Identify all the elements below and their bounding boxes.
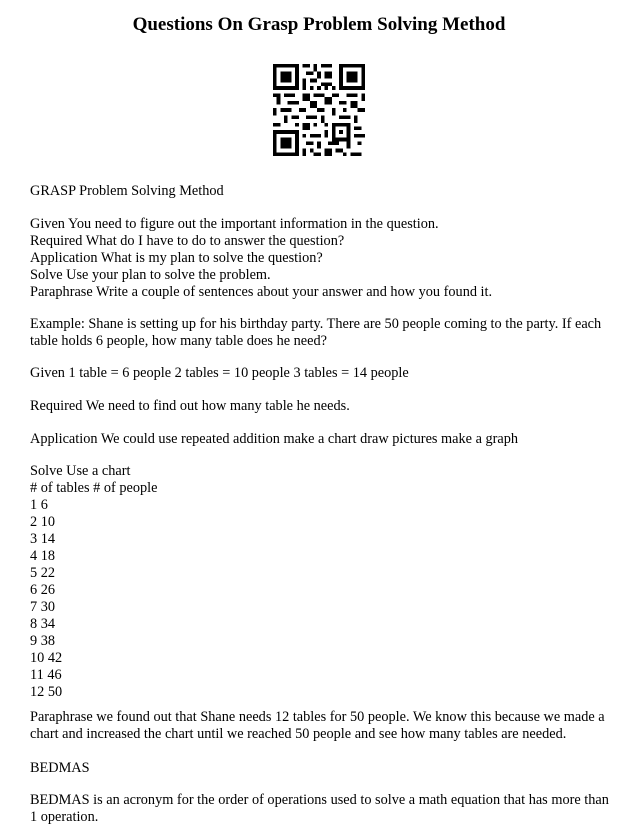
grasp-step-solve: Solve Use your plan to solve the problem. (30, 267, 271, 283)
chart-row: 1 6 (30, 497, 48, 513)
chart-row: 9 38 (30, 633, 56, 649)
chart-row: 2 10 (30, 514, 56, 530)
chart-row: 10 42 (30, 650, 63, 666)
grasp-step-required: Required What do I have to do to answer the question? (30, 233, 345, 249)
chart-row: 4 18 (30, 548, 56, 564)
grasp-step-given: Given You need to figure out the important information in the question. (30, 216, 439, 232)
grasp-heading: GRASP Problem Solving Method (30, 183, 224, 199)
qr-code (273, 64, 365, 156)
paraphrase-paragraph: Paraphrase we found out that Shane needs 12 tables for 50 people. We know this because we made a chart and increased the chart until we reached 50 people and see how many tables are needed. (30, 709, 605, 742)
chart-row: 3 14 (30, 531, 56, 547)
chart-row: 6 26 (30, 582, 56, 598)
application-paragraph: Application We could use repeated addition make a chart draw pictures make a graph (30, 431, 519, 447)
qr-code-image (273, 64, 365, 156)
given-paragraph: Given 1 table = 6 people 2 tables = 10 people 3 tables = 14 people (30, 365, 409, 381)
chart-header: # of tables # of people (30, 480, 158, 496)
chart-row: 12 50 (30, 684, 63, 700)
solve-header: Solve Use a chart (30, 463, 131, 479)
bedmas-heading: BEDMAS (30, 760, 90, 776)
page-title: Questions On Grasp Problem Solving Method (132, 14, 506, 35)
example-problem: Example: Shane is setting up for his birthday party. There are 50 people coming to the party. If each table holds 6 people, how many table does he need? (30, 316, 602, 349)
solve-section (30, 463, 610, 701)
chart-row: 7 30 (30, 599, 56, 615)
chart-row: 8 34 (30, 616, 56, 632)
bedmas-description: BEDMAS is an acronym for the order of operations used to solve a math equation that has more than 1 operation. (30, 792, 609, 825)
grasp-steps-list (30, 216, 610, 301)
chart-row: 11 46 (30, 667, 62, 683)
required-paragraph: Required We need to find out how many table he needs. (30, 398, 350, 414)
grasp-step-application: Application What is my plan to solve the question? (30, 250, 323, 266)
chart-row: 5 22 (30, 565, 56, 581)
grasp-step-paraphrase: Paraphrase Write a couple of sentences about your answer and how you found it. (30, 284, 493, 300)
